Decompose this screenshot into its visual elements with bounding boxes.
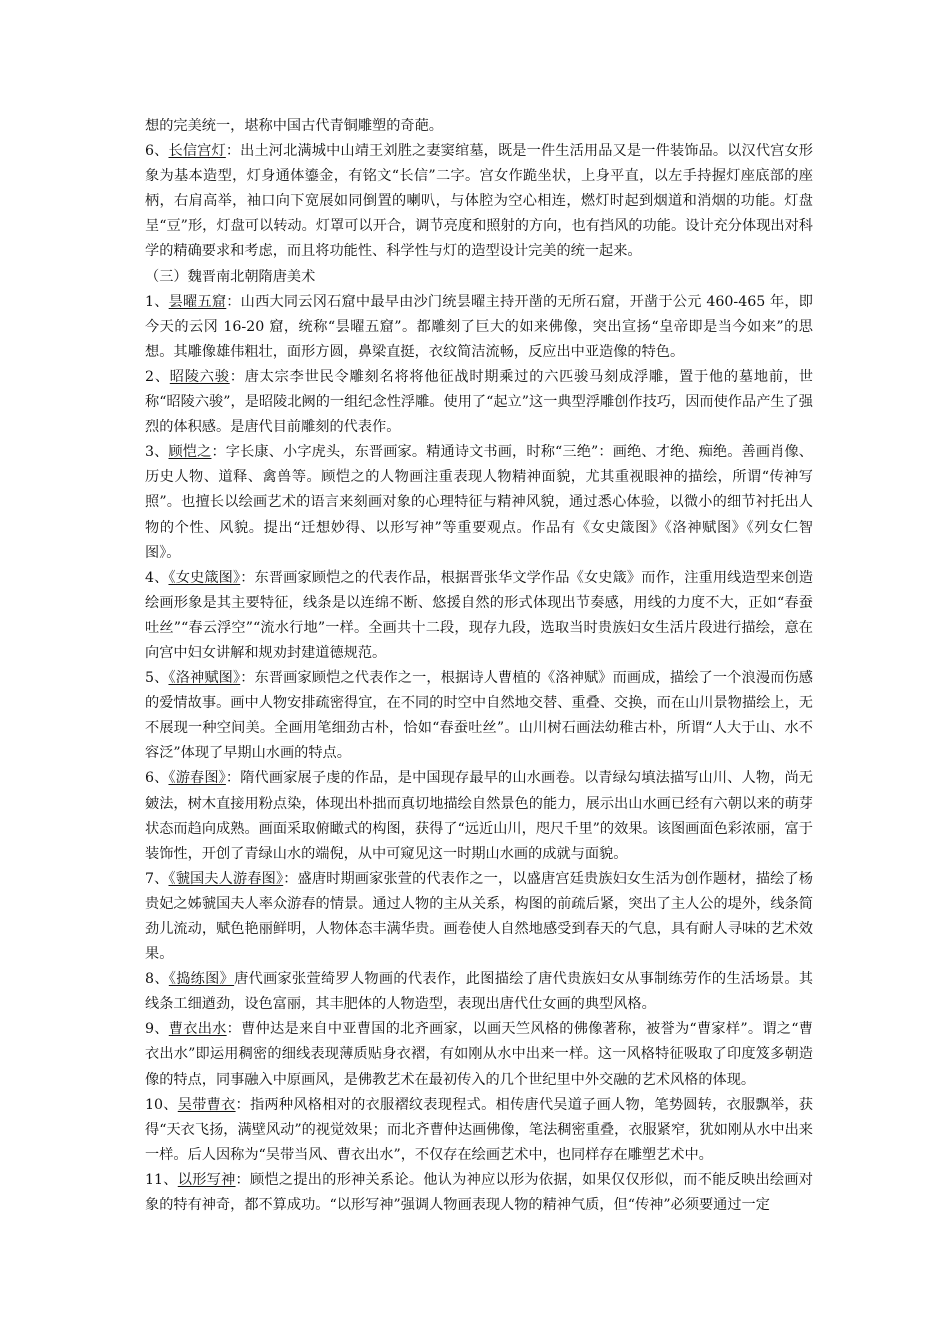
entry-wu-sash-cao-robe (145, 1093, 813, 1168)
paragraph-text: 想的完美统一，堪称中国古代青铜雕塑的奇葩。 (145, 118, 443, 134)
entry-term: 长信宫灯 (168, 143, 226, 160)
entry-number: 4、 (145, 569, 169, 586)
entry-number: 3、 (145, 444, 169, 461)
entry-lady-guoguo-spring-outing (145, 867, 813, 967)
paragraph-continuation (145, 114, 813, 139)
entry-changxin-palace-lamp (145, 139, 813, 264)
entry-text: ：东晋画家顾恺之的代表作品，根据晋张华文学作品《女史箴》而作，注重用线造型来创造绘画形象是其主要特征，线条是以连绵不断、悠援自然的形式体现出节奏感，用线的力度不大，正如“春蚕吐丝”“春云浮空”“流水行地”一样。全画共十二段，现存九段，选取当时贵族妇女生活片段进行描绘，意在向宫中妇女讲解和规劝封建道德规范。 (145, 569, 813, 661)
entry-term: 顾恺之 (168, 444, 212, 461)
entry-text: ：唐太宗李世民令雕刻名将将他征战时期乘过的六匹骏马刻成浮雕，置于他的墓地前，世称“昭陵六骏”，是昭陵北阙的一组纪念性浮雕。使用了“起立”这一典型浮雕创作技巧，因而使作品产生了强烈的体积感。是唐代目前雕刻的代表作。 (145, 368, 813, 436)
entry-text: ：山西大同云冈石窟中最早由沙门统昙曜主持开凿的无所石窟，开凿于公元 460-465 年，即今天的云冈 16-20 窟，统称“昙曜五窟”。都雕刻了巨大的如来佛像，突出宣扬“皇帝即是当今如来”的思想。其雕像雄伟粗壮，面形方圆，鼻梁直挺，衣纹简洁流畅，反应出中亚造像的特色。 (145, 293, 813, 360)
entry-text: ：盛唐时期画家张萱的代表作之一，以盛唐宫廷贵族妇女生活为创作题材，描绘了杨贵妃之姊虢国夫人率众游春的情景。通过人物的主从关系，构图的前疏后紧，突出了主人公的堤外，线条简劲儿流动，赋色艳丽鲜明，人物体态丰满华贵。画卷使人自然地感受到春天的气息，具有耐人寻味的艺术效果。 (145, 870, 813, 963)
entry-term: 《洛神赋图》 (168, 670, 241, 687)
entry-number: 10、 (145, 1096, 178, 1113)
entry-number: 9、 (145, 1021, 169, 1038)
entry-form-conveys-spirit (145, 1168, 813, 1218)
entry-number: 6、 (145, 770, 169, 787)
entry-number: 11、 (145, 1171, 178, 1188)
entry-term: 吴带曹衣 (177, 1096, 236, 1113)
entry-text: 唐代画家张萱绮罗人物画的代表作，此图描绘了唐代贵族妇女从事制练劳作的生活场景。其线条工细遒劲，设色富丽，其丰肥体的人物造型，表现出唐代仕女画的典型风格。 (145, 971, 813, 1013)
entry-number: 6、 (145, 143, 169, 160)
entry-spring-outing (145, 766, 813, 866)
entry-term: 曹衣出水 (168, 1021, 227, 1038)
entry-text: ：隋代画家展子虔的作品，是中国现存最早的山水画卷。以青绿勾填法描写山川、人物，尚无皴法，树木直接用粉点染，体现出朴拙而真切地描绘自然景色的能力，展示出山水画已经有六朝以来的萌芽状态而趋向成熟。画面采取俯瞰式的构图，获得了“远近山川，咫尺千里”的效果。该图画面色彩浓丽，富于装饰性，开创了青绿山水的端倪，从中可窥见这一时期山水画的成就与面貌。 (145, 770, 813, 862)
entry-number: 2、 (145, 368, 170, 385)
section-heading (145, 265, 813, 290)
entry-text: ：字长康、小字虎头，东晋画家。精通诗文书画，时称“三绝”：画绝、才绝、痴绝。善画肖像、历史人物、道释、禽兽等。顾恺之的人物画注重表现人物精神面貌，尤其重视眼神的描绘，所谓“传神写照”。也擅长以绘画艺术的语言来刻画对象的心理特征与精神风貌，通过悉心体验，以微小的细节衬托出人物的个性、风貌。提出“迁想妙得、以形写神”等重要观点。作品有《女史箴图》《洛神赋图》《列女仁智图》。 (145, 444, 813, 561)
entry-zhaoling-six-steeds (145, 365, 813, 440)
entry-number: 8、 (145, 971, 169, 988)
entry-number: 1、 (145, 293, 169, 310)
entry-term: 《女史箴图》 (168, 569, 241, 586)
entry-text: ：曹仲达是来自中亚曹国的北齐画家，以画天竺风格的佛像著称，被誉为“曹家样”。谓之“曹衣出水”即运用稠密的细线表现薄质贴身衣褶，有如刚从水中出来一样。这一风格特征吸取了印度笈多朝造像的特点，同事融入中原画风，是佛教艺术在最初传入的几个世纪里中外交融的艺术风格的体现。 (145, 1021, 813, 1088)
document-page (145, 114, 813, 1218)
entry-nymph-of-luo-river (145, 666, 813, 766)
entry-text: ：出土河北满城中山靖王刘胜之妻窦绾墓，既是一件生活用品又是一件装饰品。以汉代宫女形象为基本造型，灯身通体鎏金，有铭文“长信”二字。宫女作跪坐状，上身平直，以左手持握灯座底部的座柄，右肩高举，袖口向下宽展如同倒置的喇叭，与体腔为空心相连，燃灯时起到烟道和消烟的功能。灯盘呈“豆”形，灯盘可以转动。灯罩可以开合，调节亮度和照射的方向，也有挡风的功能。设计充分体现出对科学的精确要求和考虑，而且将功能性、科学性与灯的造型设计完美的统一起来。 (145, 143, 813, 260)
section-heading-text: （三）魏晋南北朝隋唐美术 (145, 268, 316, 285)
entry-term: 以形写神 (177, 1171, 236, 1188)
entry-text: ：指两种风格相对的衣服褶纹表现程式。相传唐代吴道子画人物，笔势圆转，衣服飘举，获得“天衣飞扬，满壁风动”的视觉效果；而北齐曹仲达画佛像，笔法稠密重叠，衣服紧窄，犹如刚从水中出来一样。后人因称为“吴带当风、曹衣出水”，不仅存在绘画艺术中，也同样存在雕塑艺术中。 (145, 1096, 813, 1163)
entry-number: 7、 (145, 870, 169, 887)
entry-number: 5、 (145, 670, 169, 687)
entry-gu-kaizhi (145, 440, 813, 565)
entry-cao-robes-from-water (145, 1017, 813, 1092)
entry-term: 《捣练图》 (168, 971, 235, 988)
entry-term: 《游春图》 (168, 770, 226, 787)
entry-admonitions-scroll (145, 566, 813, 666)
entry-text: ：东晋画家顾恺之代表作之一，根据诗人曹植的《洛神赋》而画成，描绘了一个浪漫而伤感的爱情故事。画中人物安排疏密得宜，在不同的时空中自然地交替、重叠、交换，而在山川景物描绘上，无不展现一种空间美。全画用笔细劲古朴，恰如“春蚕吐丝”。山川树石画法幼稚古朴，所谓“人大于山、水不容泛”体现了早期山水画的特点。 (145, 670, 813, 762)
entry-pounding-silk (145, 967, 813, 1017)
entry-term: 《虢国夫人游春图》 (168, 870, 284, 887)
entry-term: 昭陵六骏 (169, 368, 230, 385)
entry-term: 昙曜五窟 (168, 293, 227, 310)
entry-text: ：顾恺之提出的形神关系论。他认为神应以形为依据，如果仅仅形似，而不能反映出绘画对象的特有神奇，都不算成功。“以形写神”强调人物画表现人物的精神气质，但“传神”必须要通过一定 (145, 1171, 813, 1214)
entry-tanyao-five-caves (145, 290, 813, 365)
